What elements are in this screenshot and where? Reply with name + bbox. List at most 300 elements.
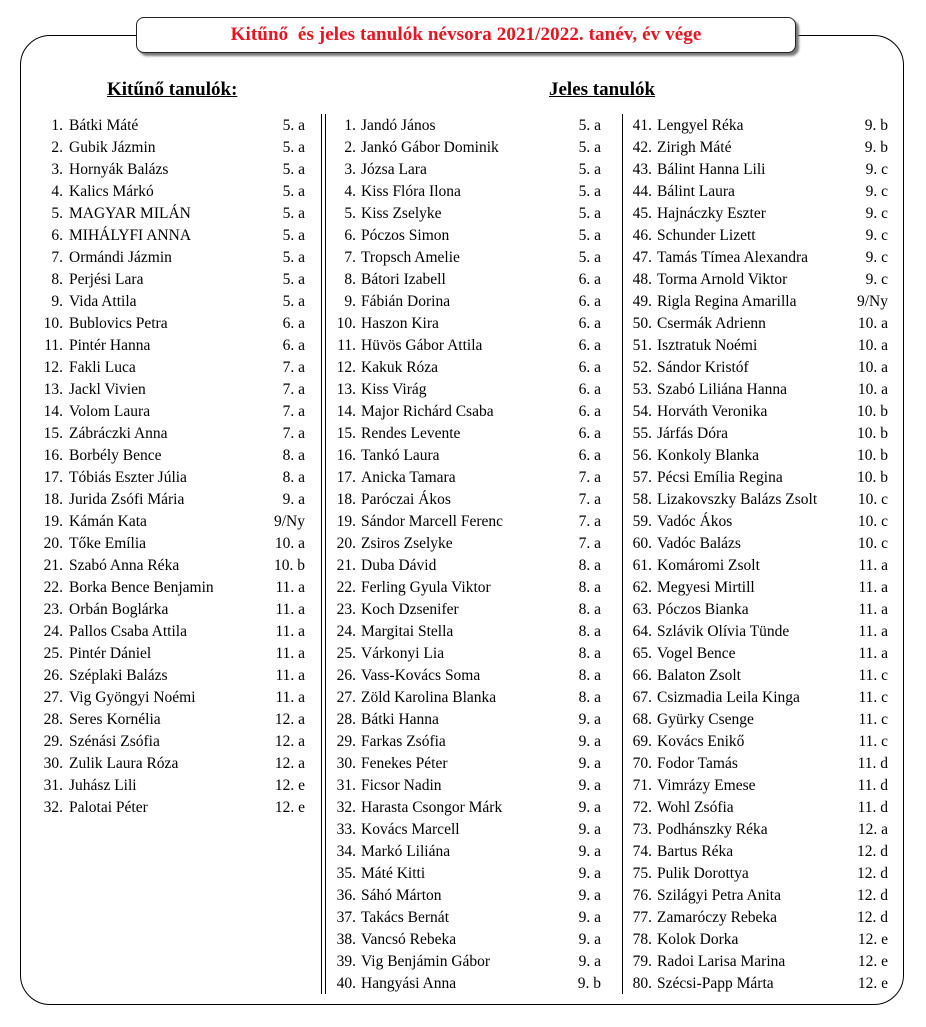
row-number: 52. [632,359,652,376]
student-name: Borbély Bence [69,447,162,464]
student-class: 7. a [578,513,601,530]
row-number: 27. [336,689,356,706]
student-class: 6. a [578,315,601,332]
student-row [325,907,605,929]
student-class: 7. a [282,403,305,420]
kituno-list [0,115,310,819]
student-row [623,269,888,291]
row-number: 34. [336,843,356,860]
student-row [325,401,605,423]
student-name: Csizmadia Leila Kinga [657,689,800,706]
row-number: 25. [336,645,356,662]
student-row [623,687,888,709]
student-class: 12. d [857,865,888,882]
student-row [0,797,310,819]
row-number: 5. [51,205,63,222]
student-class: 9. a [578,799,601,816]
row-number: 79. [632,953,652,970]
student-name: Anicka Tamara [361,469,456,486]
student-row [325,159,605,181]
student-class: 10. c [857,513,888,530]
student-name: Vig Gyöngyi Noémi [69,689,196,706]
row-number: 63. [632,601,652,618]
row-number: 11. [337,337,356,354]
row-number: 40. [336,975,356,992]
row-number: 13. [43,381,63,398]
student-class: 11. c [858,733,888,750]
student-class: 12. a [274,733,305,750]
student-row [623,621,888,643]
student-name: Lizakovszky Balázs Zsolt [657,491,818,508]
student-class: 9. a [578,733,601,750]
student-name: Kiss Virág [361,381,427,398]
row-number: 46. [632,227,652,244]
student-class: 9. a [578,755,601,772]
row-number: 13. [336,381,356,398]
student-row [325,951,605,973]
row-number: 20. [336,535,356,552]
student-class: 12. d [857,843,888,860]
row-number: 39. [336,953,356,970]
row-number: 3. [51,161,63,178]
student-class: 11. a [858,645,888,662]
student-class: 11. d [857,755,888,772]
student-row [623,797,888,819]
row-number: 60. [632,535,652,552]
student-name: Paróczai Ákos [361,491,451,508]
student-row [623,775,888,797]
student-name: Vogel Bence [657,645,736,662]
student-row [623,533,888,555]
row-number: 29. [43,733,63,750]
student-class: 9/Ny [274,513,305,530]
student-row [623,335,888,357]
row-number: 61. [632,557,652,574]
student-class: 12. e [857,953,888,970]
student-row [0,687,310,709]
row-number: 18. [43,491,63,508]
student-row [325,929,605,951]
row-number: 35. [336,865,356,882]
student-name: Pulik Dorottya [657,865,749,882]
student-class: 5. a [282,117,305,134]
student-class: 5. a [578,139,601,156]
student-row [325,643,605,665]
student-row [325,511,605,533]
student-class: 11. c [858,689,888,706]
student-name: Sándor Marcell Ferenc [361,513,504,530]
student-class: 12. a [857,821,888,838]
student-row [0,181,310,203]
student-name: Kiss Zselyke [361,205,442,222]
student-name: Kiss Flóra Ilona [361,183,461,200]
student-name: Juhász Lili [69,777,137,794]
student-row [0,357,310,379]
row-number: 54. [632,403,652,420]
row-number: 30. [336,755,356,772]
row-number: 69. [632,733,652,750]
student-row [623,907,888,929]
student-name: Fodor Tamás [657,755,738,772]
student-row [325,489,605,511]
student-class: 8. a [578,667,601,684]
student-class: 11. a [275,689,305,706]
student-name: Tamás Tímea Alexandra [657,249,808,266]
student-name: Jandó János [361,117,436,134]
student-row [0,489,310,511]
student-row [623,181,888,203]
row-number: 51. [632,337,652,354]
student-name: Koch Dzsenifer [361,601,459,618]
row-number: 15. [43,425,63,442]
student-class: 9. a [578,953,601,970]
student-row [623,731,888,753]
student-class: 10. a [857,359,888,376]
row-number: 7. [51,249,63,266]
student-row [325,709,605,731]
student-name: Bátki Máté [69,117,139,134]
student-class: 10. c [857,491,888,508]
row-number: 68. [632,711,652,728]
student-row [325,137,605,159]
student-row [0,731,310,753]
student-row [623,819,888,841]
row-number: 16. [43,447,63,464]
student-row [0,621,310,643]
student-name: Schunder Lizett [657,227,756,244]
student-class: 9. b [577,975,601,992]
student-name: Gubik Jázmin [69,139,156,156]
student-name: Kovács Enikő [657,733,745,750]
student-class: 8. a [578,689,601,706]
student-name: Seres Kornélia [69,711,161,728]
row-number: 2. [51,139,63,156]
student-class: 10. b [857,403,888,420]
student-class: 10. a [274,535,305,552]
student-name: Kalics Márkó [69,183,154,200]
student-name: Ferling Gyula Viktor [361,579,491,596]
student-class: 5. a [282,249,305,266]
student-name: Volom Laura [69,403,151,420]
row-number: 78. [632,931,652,948]
student-row [0,401,310,423]
student-name: Kolok Dorka [657,931,739,948]
student-name: Várkonyi Lia [361,645,445,662]
student-name: Fábián Dorina [361,293,451,310]
row-number: 20. [43,535,63,552]
student-class: 11. a [275,667,305,684]
student-row [623,379,888,401]
student-name: Járfás Dóra [657,425,729,442]
row-number: 49. [632,293,652,310]
row-number: 31. [43,777,63,794]
student-class: 9. b [864,139,888,156]
row-number: 62. [632,579,652,596]
row-number: 75. [632,865,652,882]
row-number: 67. [632,689,652,706]
student-row [0,247,310,269]
student-name: Jackl Vivien [69,381,146,398]
student-name: Bartus Réka [657,843,734,860]
student-name: Kakuk Róza [361,359,439,376]
student-row [0,137,310,159]
student-class: 9. c [865,205,888,222]
row-number: 28. [43,711,63,728]
student-class: 5. a [578,227,601,244]
student-name: Palotai Péter [69,799,148,816]
student-row [623,555,888,577]
row-number: 31. [336,777,356,794]
student-class: 9. a [578,777,601,794]
student-name: Haszon Kira [361,315,439,332]
student-row [623,511,888,533]
student-row [623,225,888,247]
student-row [0,423,310,445]
student-name: Szlávik Olívia Tünde [657,623,790,640]
student-row [0,753,310,775]
student-class: 5. a [282,205,305,222]
page-title: Kitűnő és jeles tanulók névsora 2021/2022. tanév, év vége [230,24,702,45]
student-row [623,489,888,511]
student-row [623,137,888,159]
student-row [0,599,310,621]
student-class: 7. a [578,535,601,552]
student-name: Vadóc Balázs [657,535,741,552]
student-name: Major Richárd Csaba [361,403,494,420]
student-class: 8. a [282,469,305,486]
row-number: 71. [632,777,652,794]
student-name: Hornyák Balázs [69,161,169,178]
student-row [623,445,888,467]
student-class: 9. a [578,887,601,904]
row-number: 26. [336,667,356,684]
student-class: 11. d [857,777,888,794]
student-row [0,115,310,137]
student-row [623,885,888,907]
row-number: 3. [344,161,356,178]
student-row [325,335,605,357]
student-name: Perjési Lara [69,271,144,288]
row-number: 45. [632,205,652,222]
student-class: 12. e [857,975,888,992]
student-class: 12. e [274,777,305,794]
student-row [325,291,605,313]
student-class: 5. a [282,139,305,156]
student-name: Zulik Laura Róza [69,755,179,772]
student-name: Pintér Dániel [69,645,152,662]
row-number: 80. [632,975,652,992]
student-class: 12. e [274,799,305,816]
student-name: Zamaróczy Rebeka [657,909,778,926]
student-class: 12. a [274,711,305,728]
row-number: 66. [632,667,652,684]
student-class: 10. a [857,381,888,398]
student-class: 11. c [858,667,888,684]
student-row [0,291,310,313]
student-name: Harasta Csongor Márk [361,799,503,816]
student-class: 10. a [857,337,888,354]
student-name: Pallos Csaba Attila [69,623,187,640]
student-row [0,313,310,335]
student-row [623,951,888,973]
row-number: 23. [336,601,356,618]
row-number: 48. [632,271,652,288]
student-row [623,643,888,665]
student-class: 5. a [578,205,601,222]
row-number: 22. [43,579,63,596]
student-name: Bátki Hanna [361,711,439,728]
student-name: Radoi Larisa Marina [657,953,786,970]
student-name: Jurida Zsófi Mária [69,491,185,508]
kituno-heading: Kitűnő tanulók: [107,79,238,100]
student-class: 9. a [578,711,601,728]
student-class: 8. a [578,579,601,596]
row-number: 16. [336,447,356,464]
row-number: 36. [336,887,356,904]
student-class: 7. a [282,381,305,398]
student-class: 6. a [578,337,601,354]
row-number: 9. [51,293,63,310]
student-class: 7. a [578,491,601,508]
student-name: Konkoly Blanka [657,447,760,464]
student-class: 11. a [858,579,888,596]
student-name: Horváth Veronika [657,403,768,420]
student-class: 5. a [282,183,305,200]
student-name: Sándor Kristóf [657,359,749,376]
student-class: 12. e [857,931,888,948]
row-number: 72. [632,799,652,816]
student-row [325,247,605,269]
student-row [0,467,310,489]
student-row [623,863,888,885]
student-class: 5. a [282,227,305,244]
row-number: 74. [632,843,652,860]
row-number: 12. [336,359,356,376]
student-row [325,753,605,775]
row-number: 56. [632,447,652,464]
row-number: 73. [632,821,652,838]
row-number: 15. [336,425,356,442]
student-name: Farkas Zsófia [361,733,446,750]
student-name: Szilágyi Petra Anita [657,887,781,904]
row-number: 1. [51,117,63,134]
row-number: 23. [43,601,63,618]
student-name: Orbán Boglárka [69,601,169,618]
student-row [325,445,605,467]
student-row [325,115,605,137]
row-number: 25. [43,645,63,662]
student-name: Póczos Simon [361,227,450,244]
student-name: Torma Arnold Viktor [657,271,788,288]
student-name: Podhánszky Réka [657,821,768,838]
student-row [623,313,888,335]
row-number: 21. [336,557,356,574]
student-row [325,533,605,555]
student-class: 8. a [578,623,601,640]
student-row [325,423,605,445]
student-name: Szécsi-Papp Márta [657,975,774,992]
row-number: 4. [51,183,63,200]
row-number: 57. [632,469,652,486]
student-name: Vida Attila [69,293,137,310]
student-name: Bálint Laura [657,183,735,200]
student-row [0,379,310,401]
student-name: Zábráczki Anna [69,425,168,442]
student-row [325,181,605,203]
row-number: 2. [344,139,356,156]
row-number: 42. [632,139,652,156]
student-name: Sáhó Márton [361,887,442,904]
student-row [325,467,605,489]
row-number: 53. [632,381,652,398]
student-class: 12. a [274,755,305,772]
student-row [623,665,888,687]
student-name: Komáromi Zsolt [657,557,760,574]
student-row [623,247,888,269]
row-number: 17. [43,469,63,486]
student-name: Bátori Izabell [361,271,446,288]
student-name: Gyürky Csenge [657,711,754,728]
student-name: Wohl Zsófia [657,799,734,816]
student-class: 8. a [578,645,601,662]
student-class: 9. c [865,271,888,288]
student-name: Zsiros Zselyke [361,535,453,552]
student-row [325,665,605,687]
student-class: 6. a [578,403,601,420]
row-number: 47. [632,249,652,266]
row-number: 10. [43,315,63,332]
student-name: Fakli Luca [69,359,136,376]
student-name: Szénási Zsófia [69,733,160,750]
title-banner [136,17,796,53]
student-name: Vancsó Rebeka [361,931,457,948]
student-class: 11. a [858,623,888,640]
student-class: 8. a [578,601,601,618]
row-number: 27. [43,689,63,706]
student-name: Hüvös Gábor Attila [361,337,483,354]
row-number: 28. [336,711,356,728]
student-name: Józsa Lara [361,161,427,178]
row-number: 30. [43,755,63,772]
row-number: 22. [336,579,356,596]
student-name: Balaton Zsolt [657,667,741,684]
student-class: 9. c [865,249,888,266]
row-number: 32. [336,799,356,816]
student-class: 7. a [282,425,305,442]
jeles-list-col2 [623,115,888,995]
student-row [325,379,605,401]
student-name: Fenekes Péter [361,755,448,772]
student-row [325,577,605,599]
row-number: 24. [336,623,356,640]
row-number: 38. [336,931,356,948]
student-row [325,731,605,753]
student-class: 10. b [274,557,305,574]
student-name: Vadóc Ákos [657,513,733,530]
student-row [623,401,888,423]
student-class: 10. b [857,425,888,442]
row-number: 14. [336,403,356,420]
row-number: 37. [336,909,356,926]
student-row [623,115,888,137]
row-number: 26. [43,667,63,684]
student-class: 6. a [578,271,601,288]
student-class: 6. a [578,381,601,398]
student-class: 9. a [578,909,601,926]
student-row [325,973,605,995]
student-class: 9. c [865,161,888,178]
row-number: 64. [632,623,652,640]
